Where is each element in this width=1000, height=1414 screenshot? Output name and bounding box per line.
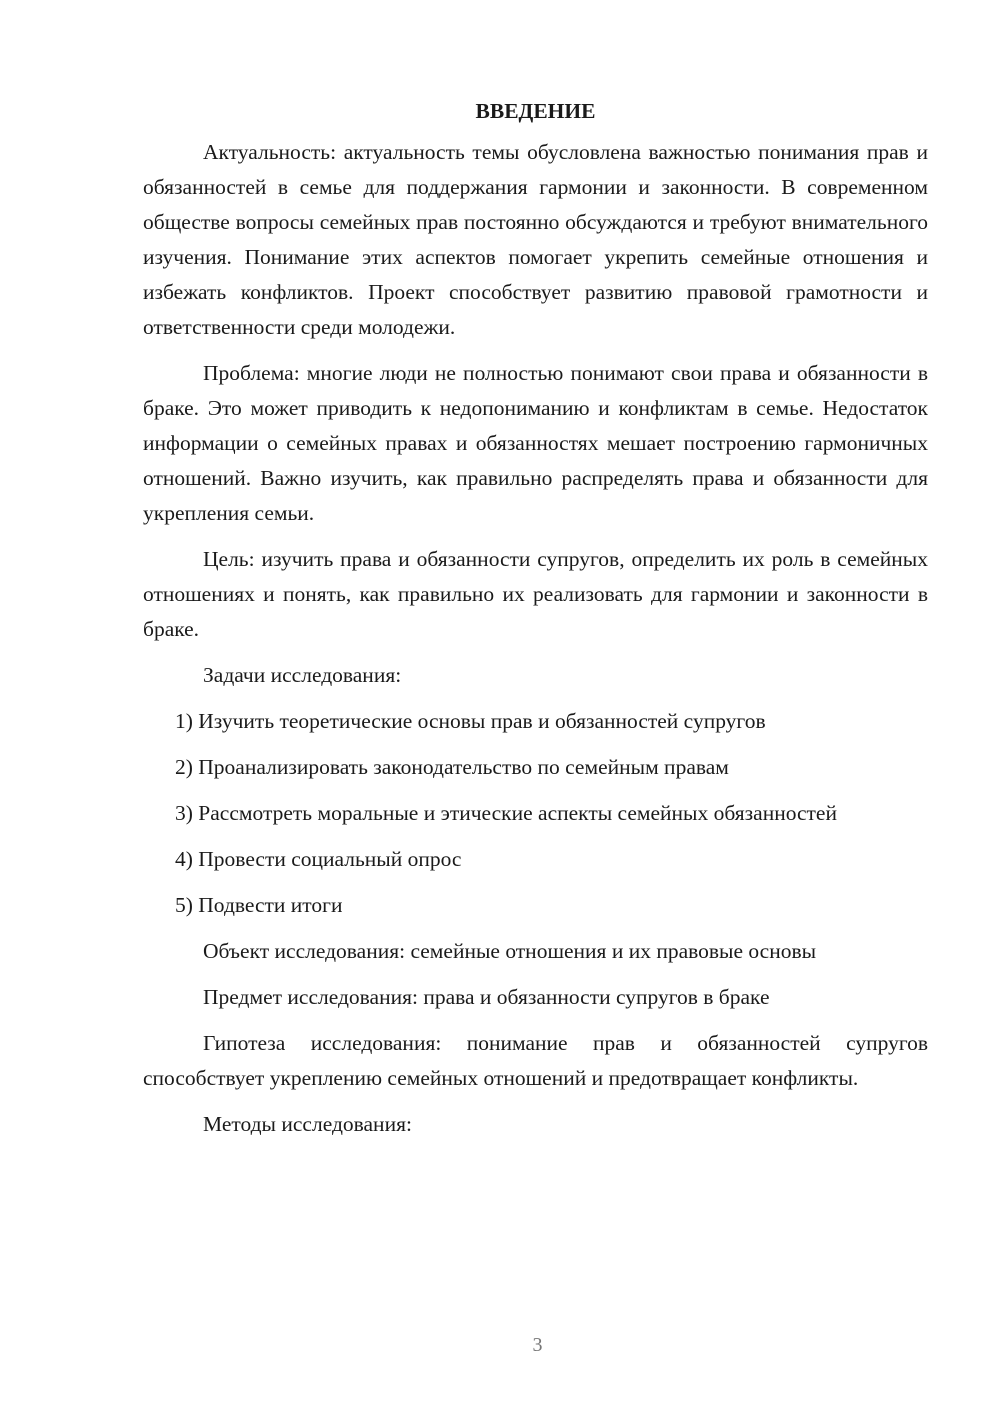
- subject-paragraph: Предмет исследования: права и обязанности супругов в браке: [203, 985, 770, 1009]
- object-paragraph: Объект исследования: семейные отношения и их правовые основы: [203, 939, 817, 963]
- page-number: 3: [532, 1334, 543, 1356]
- section-heading: ВВЕДЕНИЕ: [475, 99, 596, 123]
- task-item: 2) Проанализировать законодательство по семейным правам: [175, 755, 729, 779]
- page-content: [143, 97, 928, 1153]
- relevance-paragraph: Актуальность: актуальность темы обусловлена важностью понимания прав и обязанностей в семье для поддержания гармонии и законности. В современном обществе вопросы семейных прав постоянно обсуждаются и требуют внимательного изучения. Понимание этих аспектов помогает укрепить семейные отношения и избежать конфликтов. Проект способствует развитию правовой грамотности и ответственности среди молодежи.: [143, 140, 928, 339]
- methods-heading: Методы исследования:: [203, 1112, 412, 1136]
- tasks-heading: Задачи исследования:: [203, 663, 402, 687]
- task-item: 4) Провести социальный опрос: [175, 847, 462, 871]
- problem-paragraph: Проблема: многие люди не полностью понимают свои права и обязанности в браке. Это может приводить к недопониманию и конфликтам в семье. Недостаток информации о семейных правах и обязанностях мешает построению гармоничных отношений. Важно изучить, как правильно распределять права и обязанности для укрепления семьи.: [143, 361, 928, 525]
- task-item: 1) Изучить теоретические основы прав и обязанностей супругов: [175, 709, 766, 733]
- task-item: 5) Подвести итоги: [175, 893, 343, 917]
- goal-paragraph: Цель: изучить права и обязанности супругов, определить их роль в семейных отношениях и понять, как правильно их реализовать для гармонии и законности в браке.: [143, 547, 928, 641]
- task-item: 3) Рассмотреть моральные и этические аспекты семейных обязанностей: [175, 801, 837, 825]
- hypothesis-paragraph: Гипотеза исследования: понимание прав и обязанностей супругов способствует укреплению семейных отношений и предотвращает конфликты.: [143, 1031, 928, 1090]
